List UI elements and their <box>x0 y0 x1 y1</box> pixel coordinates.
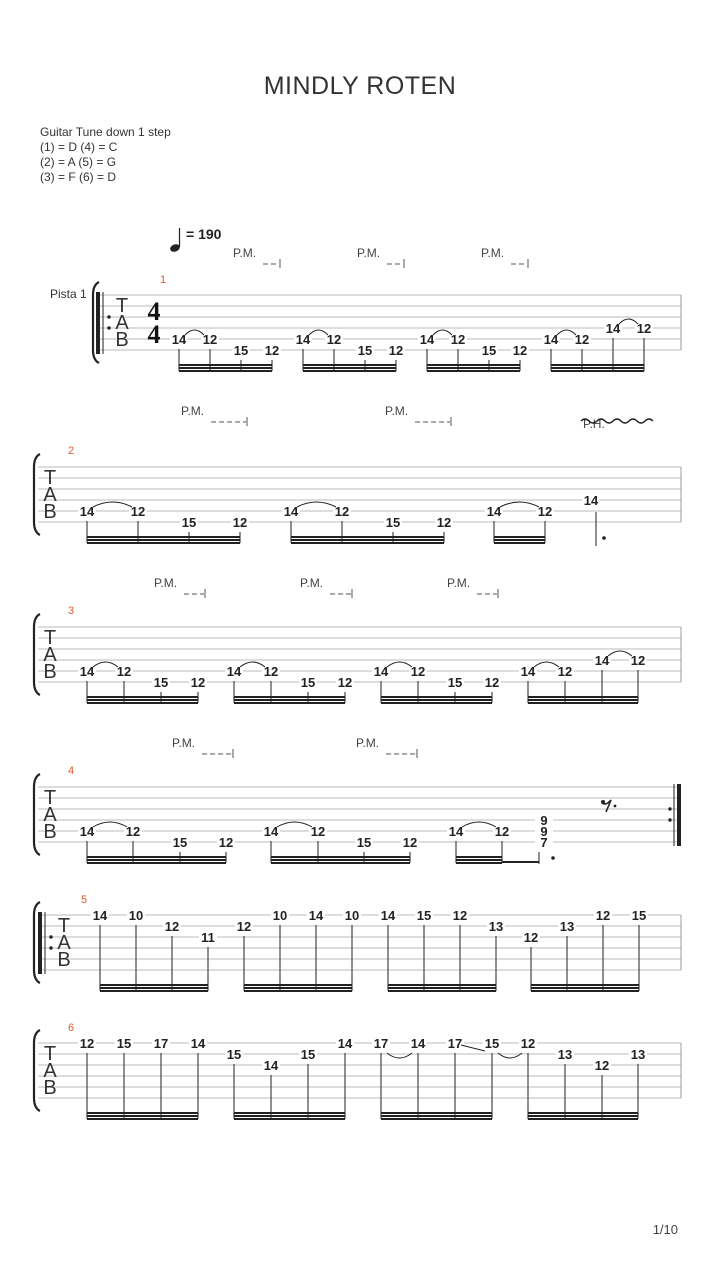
tab-note: 12 <box>125 824 141 839</box>
tab-label-t: T <box>43 467 57 489</box>
tab-note: 14 <box>583 493 599 508</box>
tab-note: 17 <box>447 1036 463 1051</box>
tab-note: 15 <box>300 1047 316 1062</box>
time-signature-top: 4 <box>147 297 161 326</box>
repeat-dot <box>668 807 671 810</box>
tab-label-t: T <box>57 915 71 937</box>
tab-label-a: A <box>43 484 57 506</box>
tab-note: 14 <box>605 321 621 336</box>
tab-label-b: B <box>43 661 57 683</box>
palm-mute-label: P.M. <box>154 576 178 590</box>
part-name: Pista 1 <box>50 287 87 301</box>
tab-label-a: A <box>43 644 57 666</box>
tie-arc <box>93 502 132 507</box>
tab-note: 14 <box>410 1036 426 1051</box>
tab-note: 14 <box>380 908 396 923</box>
tab-note: 10 <box>344 908 360 923</box>
repeat-bar-thick <box>96 292 100 354</box>
tab-label-t: T <box>115 295 129 317</box>
tab-note: 14 <box>226 664 242 679</box>
tab-note: 12 <box>630 653 646 668</box>
tab-note: 15 <box>226 1047 242 1062</box>
tab-note: 12 <box>334 504 350 519</box>
tie-arc <box>534 662 559 667</box>
tab-note: 14 <box>419 332 435 347</box>
tab-note: 12 <box>130 504 146 519</box>
tab-note: 12 <box>232 515 248 530</box>
tie-arc <box>93 662 118 667</box>
tab-label-t: T <box>43 787 57 809</box>
palm-mute-label: P.M. <box>300 576 324 590</box>
tab-note: 9 <box>540 824 548 839</box>
slide-line <box>461 1045 485 1051</box>
measure-number: 4 <box>67 765 75 777</box>
tab-note: 15 <box>233 343 249 358</box>
page-number: 1/10 <box>652 1222 678 1237</box>
tab-note: 12 <box>557 664 573 679</box>
tuning-header: Guitar Tune down 1 step <box>40 125 171 139</box>
tab-note: 15 <box>153 675 169 690</box>
palm-mute-label: P.M. <box>181 404 205 418</box>
palm-mute-label: P.M. <box>172 736 196 750</box>
tab-note: 14 <box>337 1036 353 1051</box>
repeat-dot <box>107 315 110 318</box>
tab-note: 15 <box>181 515 197 530</box>
tab-note: 13 <box>630 1047 646 1062</box>
tab-note: 12 <box>595 908 611 923</box>
tab-note: 14 <box>594 653 610 668</box>
tab-note: 15 <box>447 675 463 690</box>
tie-arc <box>93 822 127 827</box>
tab-label-b: B <box>43 501 57 523</box>
system-bracket <box>34 1030 40 1111</box>
tab-note: 14 <box>79 504 95 519</box>
tab-note: 10 <box>128 908 144 923</box>
tab-note: 12 <box>452 908 468 923</box>
tab-note: 15 <box>300 675 316 690</box>
page-title: MINDLY ROTEN <box>263 72 457 100</box>
palm-mute-label: P.M. <box>357 246 381 260</box>
tab-note: 14 <box>171 332 187 347</box>
tab-label-a: A <box>57 932 71 954</box>
tab-note: 15 <box>116 1036 132 1051</box>
tab-note: 12 <box>537 504 553 519</box>
tab-note: 12 <box>263 664 279 679</box>
tab-note: 12 <box>79 1036 95 1051</box>
tie-arc <box>277 822 312 827</box>
tab-note: 12 <box>236 919 252 934</box>
palm-mute-label: P.M. <box>233 246 257 260</box>
tab-note: 12 <box>337 675 353 690</box>
tab-note: 10 <box>272 908 288 923</box>
system-bracket <box>34 614 40 695</box>
tab-note: 14 <box>283 504 299 519</box>
tab-note: 12 <box>436 515 452 530</box>
measure-number: 2 <box>67 445 75 457</box>
tab-note: 12 <box>523 930 539 945</box>
tie-arc <box>608 651 632 656</box>
repeat-dot <box>49 946 52 949</box>
pinch-harmonic-label: P.H. <box>583 417 605 431</box>
tie-arc <box>297 502 336 507</box>
tab-label-b: B <box>57 949 71 971</box>
tab-label-a: A <box>43 804 57 826</box>
tab-note: 12 <box>218 835 234 850</box>
tab-note: 14 <box>308 908 324 923</box>
tuning-line: (3) = F (6) = D <box>40 170 117 184</box>
tab-note: 17 <box>153 1036 169 1051</box>
dotted-note-dot <box>551 856 555 860</box>
measure-number: 1 <box>159 274 167 286</box>
tab-note: 14 <box>543 332 559 347</box>
tab-note: 15 <box>172 835 188 850</box>
tab-note: 12 <box>164 919 180 934</box>
tab-note: 12 <box>450 332 466 347</box>
repeat-dot <box>107 326 110 329</box>
tab-label-a: A <box>115 312 129 334</box>
tab-note: 15 <box>385 515 401 530</box>
tempo-mark: = 190 <box>186 226 222 242</box>
palm-mute-label: P.M. <box>356 736 380 750</box>
tab-label-t: T <box>43 1043 57 1065</box>
tie-arc <box>240 662 265 667</box>
tab-note: 12 <box>388 343 404 358</box>
repeat-bar-thick <box>677 784 681 846</box>
tab-note: 13 <box>488 919 504 934</box>
tab-note: 12 <box>264 343 280 358</box>
tab-note: 14 <box>92 908 108 923</box>
tab-note: 12 <box>326 332 342 347</box>
palm-mute-label: P.M. <box>481 246 505 260</box>
tab-note: 12 <box>190 675 206 690</box>
tab-note: 13 <box>557 1047 573 1062</box>
palm-mute-label: P.M. <box>385 404 409 418</box>
tie-arc <box>387 662 412 667</box>
tab-note: 9 <box>540 813 548 828</box>
tab-label-b: B <box>43 1077 57 1099</box>
tab-note: 15 <box>484 1036 500 1051</box>
tab-note: 15 <box>631 908 647 923</box>
tab-note: 14 <box>263 824 279 839</box>
tab-note: 14 <box>520 664 536 679</box>
tab-note: 14 <box>486 504 502 519</box>
tab-note: 14 <box>373 664 389 679</box>
tab-note: 14 <box>263 1058 279 1073</box>
tab-note: 12 <box>574 332 590 347</box>
tab-note: 14 <box>295 332 311 347</box>
tab-note: 12 <box>116 664 132 679</box>
tie-arc <box>309 330 328 335</box>
time-signature-bottom: 4 <box>147 320 161 349</box>
tab-note: 7 <box>540 835 548 850</box>
tab-label-b: B <box>43 821 57 843</box>
tie-arc <box>557 330 576 335</box>
tab-note: 12 <box>410 664 426 679</box>
tab-note: 14 <box>190 1036 206 1051</box>
tab-note: 12 <box>402 835 418 850</box>
system-bracket <box>34 774 40 855</box>
tie-arc <box>433 330 452 335</box>
eighth-rest-dot <box>601 800 605 804</box>
tab-note: 14 <box>79 824 95 839</box>
measure-number: 5 <box>80 894 88 906</box>
tie-arc <box>500 502 539 507</box>
tab-note: 15 <box>357 343 373 358</box>
tie-arc <box>619 319 638 324</box>
tab-note: 11 <box>201 930 215 945</box>
tab-note: 12 <box>594 1058 610 1073</box>
tab-note: 17 <box>373 1036 389 1051</box>
system-bracket <box>34 454 40 535</box>
measure-number: 6 <box>67 1022 75 1034</box>
tab-note: 14 <box>79 664 95 679</box>
repeat-dot <box>49 935 52 938</box>
measure-number: 3 <box>67 605 75 617</box>
tab-note: 12 <box>494 824 510 839</box>
tab-note: 13 <box>559 919 575 934</box>
tab-note: 12 <box>202 332 218 347</box>
tab-note: 12 <box>310 824 326 839</box>
tab-label-t: T <box>43 627 57 649</box>
tab-note: 12 <box>484 675 500 690</box>
tab-note: 15 <box>481 343 497 358</box>
tuning-line: (1) = D (4) = C <box>40 140 118 154</box>
tab-note: 12 <box>520 1036 536 1051</box>
repeat-dot <box>668 818 671 821</box>
tab-note: 15 <box>416 908 432 923</box>
tuning-line: (2) = A (5) = G <box>40 155 117 169</box>
dotted-rest-dot <box>614 805 617 808</box>
tab-label-b: B <box>115 329 129 351</box>
tab-note: 12 <box>636 321 652 336</box>
dotted-note-dot <box>602 536 606 540</box>
tab-label-a: A <box>43 1060 57 1082</box>
tie-arc <box>185 330 204 335</box>
tab-note: 15 <box>356 835 372 850</box>
tab-note: 12 <box>512 343 528 358</box>
palm-mute-label: P.M. <box>447 576 471 590</box>
tie-arc <box>462 822 496 827</box>
tab-note: 14 <box>448 824 464 839</box>
repeat-bar-thick <box>38 912 42 974</box>
